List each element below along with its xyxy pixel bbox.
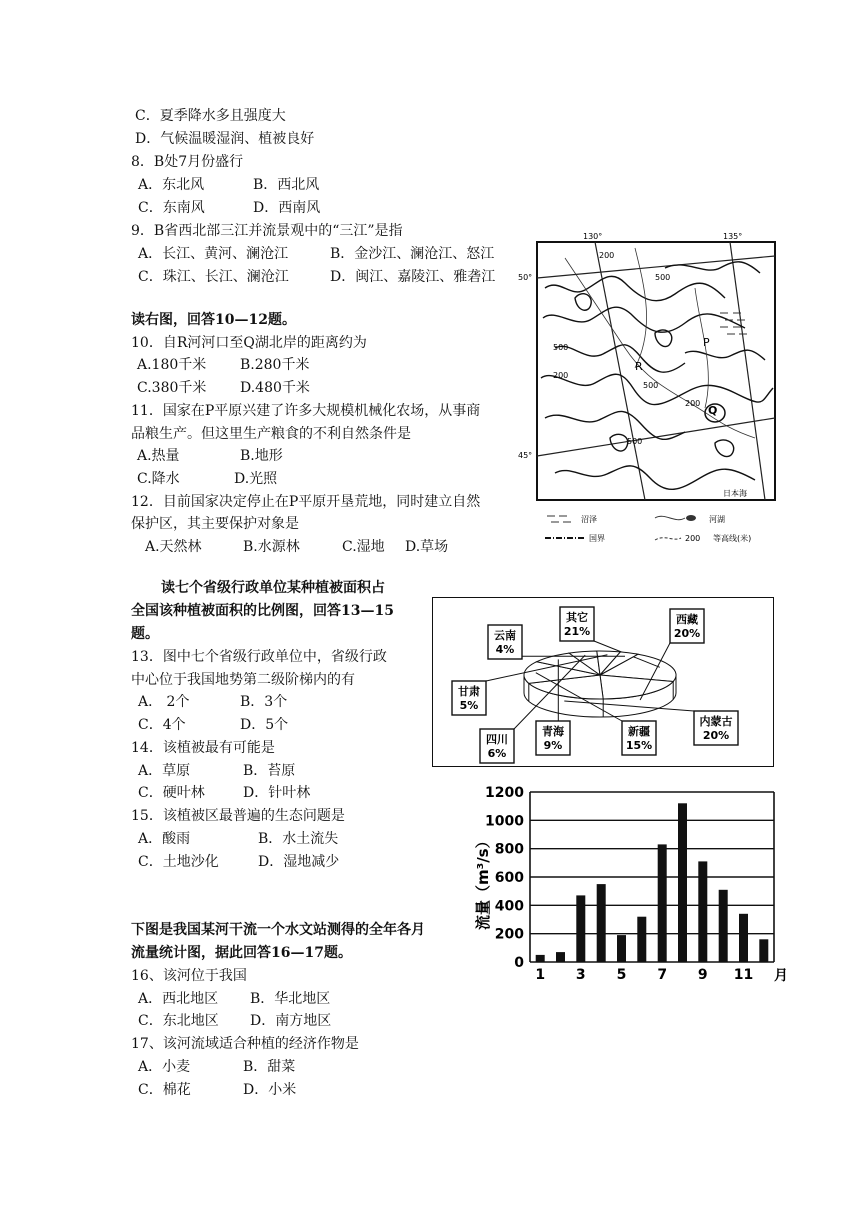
q17-option-b: B．甜菜 (243, 1059, 296, 1075)
q10-option-c: C.380千米 (137, 380, 207, 396)
q13-option-a: A． 2个 (138, 694, 190, 710)
bar-y-tick-label: 600 (494, 870, 524, 886)
q8-option-b: B．西北风 (253, 177, 320, 193)
section-pie-heading-line1: 读七个省级行政单位某种植被面积占 (161, 580, 385, 596)
q11-option-a: A.热量 (137, 448, 180, 464)
bar-chart-xlabel: 月 (774, 968, 788, 984)
bar-x-tick-label: 3 (575, 967, 586, 983)
q13-option-c: C．4个 (138, 717, 186, 733)
q15-stem: 15．该植被区最普遍的生态问题是 (131, 808, 345, 824)
q10-option-b: B.280千米 (240, 357, 310, 373)
q14-option-d: D．针叶林 (243, 785, 311, 801)
legend-river-label: 河湖 (709, 515, 725, 524)
pie-slice-label: 其它 (566, 611, 588, 624)
pie-slice-value: 4% (495, 643, 515, 656)
q12-stem-line2: 保护区，其主要保护对象是 (131, 516, 299, 532)
q16-option-a: A．西北地区 (138, 991, 219, 1007)
section-flow-heading-line2: 流量统计图，据此回答16—17题。 (131, 945, 352, 961)
bar-y-tick-label: 800 (494, 841, 524, 858)
pie-slice-value: 15% (625, 739, 653, 752)
legend-river-symbol (655, 516, 685, 519)
pie-chart (432, 597, 774, 767)
pie-slice-label: 四川 (486, 733, 508, 746)
q16-option-c: C．东北地区 (138, 1013, 219, 1029)
q11-option-b: B.地形 (240, 448, 283, 464)
map-label-q: Q (708, 404, 718, 417)
q14-option-b: B．苔原 (243, 763, 296, 779)
q13-option-d: D．5个 (240, 717, 289, 733)
q10-option-d: D.480千米 (240, 380, 310, 396)
q10-stem: 10．自R河河口至Q湖北岸的距离约为 (131, 335, 367, 351)
q13-stem-line2: 中心位于我国地势第二级阶梯内的有 (131, 672, 355, 688)
map-contour-label: 200 (553, 371, 569, 380)
q8-option-c: C．东南风 (138, 200, 205, 216)
bar-month-9 (698, 861, 707, 962)
q15-option-a: A．酸雨 (138, 831, 191, 847)
pie-slice-value: 20% (702, 729, 730, 742)
q9-stem: 9．B省西北部三江并流景观中的“三江”是指 (131, 223, 403, 239)
section-pie-heading-line3: 题。 (131, 626, 159, 642)
q12-stem-line1: 12．目前国家决定停止在P平原开垦荒地，同时建立自然 (131, 494, 481, 510)
pie-slice-value: 5% (459, 699, 479, 712)
q11-option-d: D.光照 (234, 471, 278, 487)
map-label-p: P (703, 336, 710, 349)
map-contour-label: 500 (643, 381, 659, 390)
topographic-map (515, 228, 780, 548)
bar-month-4 (597, 884, 606, 962)
q8-option-d: D．西南风 (253, 200, 321, 216)
bar-month-8 (678, 803, 687, 962)
pie-slice-label: 西藏 (676, 613, 698, 626)
q11-option-c: C.降水 (137, 471, 180, 487)
bar-x-tick-label: 11 (733, 967, 754, 983)
q14-stem: 14．该植被最有可能是 (131, 740, 275, 756)
pie-slice-label: 甘肃 (458, 685, 480, 698)
q9-option-b: B．金沙江、澜沧江、怒江 (330, 246, 495, 262)
q15-option-d: D．湿地减少 (258, 854, 340, 870)
map-contour-label: 200 (685, 399, 701, 408)
map-label-r: R (635, 360, 643, 373)
q16-option-b: B．华北地区 (250, 991, 331, 1007)
pie-slice-label: 青海 (542, 725, 564, 738)
q7-option-c: C．夏季降水多且强度大 (135, 108, 286, 124)
legend-contour-value: 200 (685, 534, 701, 543)
bar-month-6 (637, 917, 646, 962)
pie-slice-value: 21% (563, 625, 591, 638)
q12-option-b: B.水源林 (243, 539, 300, 555)
flow-bar-chart (468, 780, 798, 990)
bar-y-tick-label: 200 (494, 926, 524, 943)
bar-month-7 (658, 844, 667, 962)
map-contour-label: 500 (627, 437, 643, 446)
q11-stem-line1: 11．国家在P平原兴建了许多大规模机械化农场，从事商 (131, 403, 481, 419)
map-lat-top: 50° (518, 273, 533, 282)
q13-stem-line1: 13．图中七个省级行政单位中，省级行政 (131, 649, 387, 665)
bar-month-2 (556, 952, 565, 962)
map-lon-left: 130° (583, 232, 603, 241)
bar-x-tick-label: 1 (535, 967, 546, 983)
map-legend (545, 514, 751, 543)
bar-month-11 (739, 914, 748, 962)
legend-border-label: 国界 (589, 534, 605, 543)
legend-contour-label: 等高线(米) (713, 534, 752, 543)
bar-month-10 (719, 890, 728, 962)
q9-option-c: C．珠江、长江、澜沧江 (138, 269, 289, 285)
map-sea-label: 日本海 (723, 489, 747, 498)
q8-option-a: A．东北风 (138, 177, 205, 193)
section-map-heading: 读右图，回答10—12题。 (131, 312, 296, 328)
map-contour-label: 500 (655, 273, 671, 282)
q17-option-c: C．棉花 (138, 1082, 191, 1098)
pie-slice-value: 6% (487, 747, 507, 760)
q10-option-a: A.180千米 (137, 357, 207, 373)
map-lat-bottom: 45° (518, 451, 533, 460)
legend-marsh-label: 沼泽 (581, 515, 597, 524)
q7-option-d: D．气候温暖湿润、植被良好 (135, 131, 315, 147)
pie-slice-value: 20% (673, 627, 701, 640)
map-contour-label: 200 (599, 251, 615, 260)
bar-month-3 (576, 895, 585, 962)
bar-y-tick-label: 400 (494, 898, 524, 915)
q11-stem-line2: 品粮生产。但这里生产粮食的不利自然条件是 (131, 426, 411, 442)
q12-option-c: C.湿地 (342, 539, 385, 555)
q17-stem: 17、该河流域适合种植的经济作物是 (131, 1036, 359, 1052)
q17-option-a: A．小麦 (138, 1059, 191, 1075)
q16-option-d: D．南方地区 (250, 1013, 332, 1029)
pie-slice-label: 云南 (494, 629, 516, 642)
legend-contour-symbol (655, 538, 681, 540)
q14-option-c: C．硬叶林 (138, 785, 205, 801)
bar-y-tick-label: 1000 (485, 813, 524, 830)
map-contour-label: 500 (553, 343, 569, 352)
q13-option-b: B．3个 (240, 694, 288, 710)
map-lon-right: 135° (723, 232, 743, 241)
pie-slice-value: 9% (543, 739, 563, 752)
pie-slice-label: 新疆 (628, 725, 650, 738)
q12-option-a: A.天然林 (145, 539, 202, 555)
q15-option-b: B．水土流失 (258, 831, 339, 847)
bar-month-1 (536, 955, 545, 962)
bar-x-tick-label: 5 (616, 967, 627, 983)
q9-option-d: D．闽江、嘉陵江、雅砻江 (330, 269, 496, 285)
bar-x-tick-label: 7 (657, 967, 668, 983)
bar-chart-ylabel: 流量（m³/s） (474, 833, 492, 930)
bar-x-tick-label: 9 (697, 967, 708, 983)
bar-y-tick-label: 0 (514, 955, 524, 971)
pie-slice-label: 内蒙古 (699, 715, 733, 728)
q9-option-a: A．长江、黄河、澜沧江 (138, 246, 289, 262)
section-pie-heading-line2: 全国该种植被面积的比例图，回答13—15 (131, 603, 394, 619)
bar-y-tick-label: 1200 (485, 785, 524, 801)
section-flow-heading-line1: 下图是我国某河干流一个水文站测得的全年各月 (131, 922, 425, 938)
bar-month-5 (617, 935, 626, 962)
q14-option-a: A．草原 (138, 763, 191, 779)
q12-option-d: D.草场 (405, 539, 449, 555)
q8-stem: 8．B处7月份盛行 (131, 154, 244, 170)
legend-marsh-symbol (547, 516, 571, 522)
q15-option-c: C．土地沙化 (138, 854, 219, 870)
q17-option-d: D．小米 (243, 1082, 297, 1098)
bar-month-12 (759, 939, 768, 962)
q16-stem: 16、该河位于我国 (131, 968, 247, 984)
